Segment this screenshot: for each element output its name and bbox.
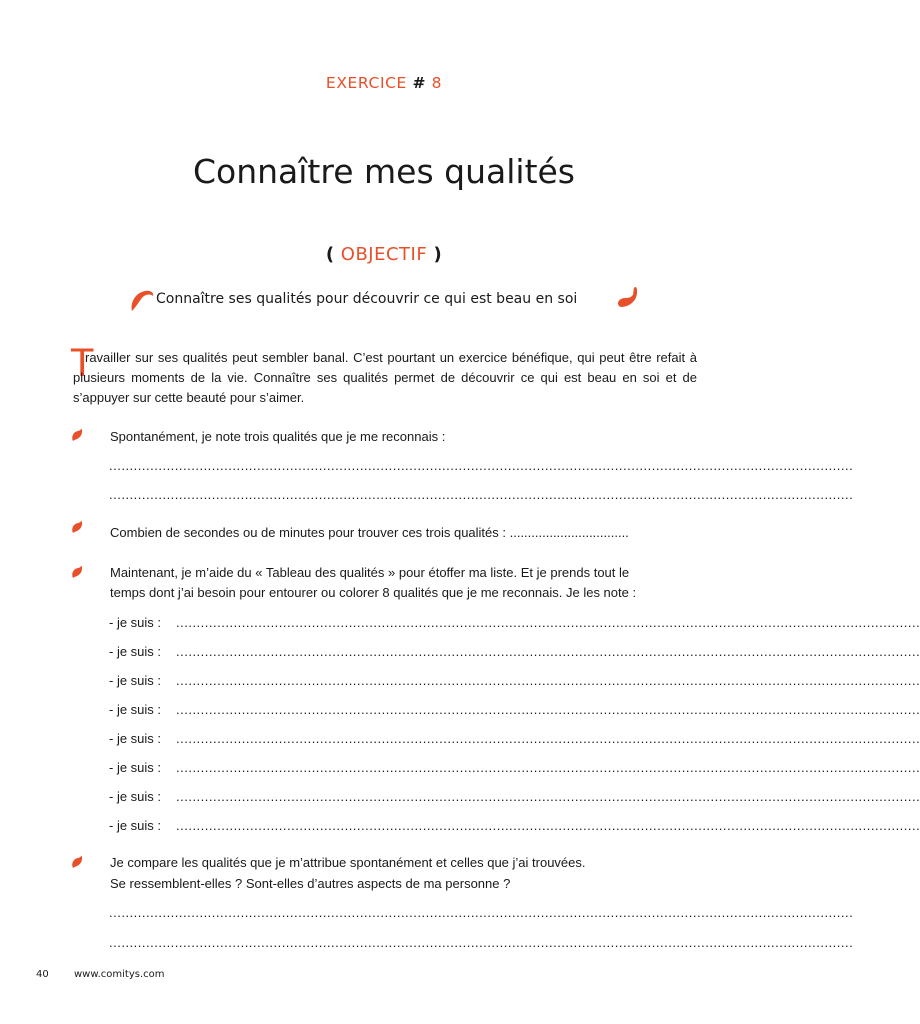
- quality-entry[interactable]: [109, 644, 920, 659]
- quality-line[interactable]: .....................................................................................................................................................................................: [176, 673, 920, 688]
- exercise-word: EXERCICE: [325, 74, 407, 92]
- compare-prompt-line2: Se ressemblent-elles ? Sont-elles d’autres aspects de ma personne ?: [110, 876, 511, 891]
- quality-label: - je suis :: [109, 644, 162, 659]
- dropcap-letter: T: [70, 341, 95, 385]
- compare-prompt-line1: Je compare les qualités que je m’attribue spontanément et celles que j’ai trouvées.: [110, 855, 586, 870]
- intro-paragraph: [73, 348, 697, 408]
- table-prompt-line1: Maintenant, je m’aide du « Tableau des qualités » pour étoffer ma liste. Et je prends tout le: [110, 565, 630, 580]
- objective-close-paren: ): [433, 244, 443, 265]
- quality-entry[interactable]: [109, 789, 920, 804]
- quality-entry[interactable]: [109, 818, 920, 833]
- orange-leaf-bullet-icon: [71, 855, 83, 869]
- page-number: 40: [36, 969, 49, 980]
- answer-line[interactable]: .....................................................................................................................................................................................: [109, 458, 854, 473]
- exercise-hash: #: [412, 74, 427, 92]
- objective-statement: [0, 288, 768, 312]
- timing-prompt[interactable]: Combien de secondes ou de minutes pour trouver ces trois qualités : .................................: [110, 525, 629, 540]
- orange-leaf-bullet-icon: [71, 520, 83, 534]
- quality-label: - je suis :: [109, 789, 162, 804]
- quality-entry[interactable]: [109, 760, 920, 775]
- objective-text: Connaître ses qualités pour découvrir ce qui est beau en soi: [156, 291, 578, 307]
- quality-entry[interactable]: [109, 731, 920, 746]
- quality-line[interactable]: .....................................................................................................................................................................................: [176, 644, 920, 659]
- table-prompt-line2: temps dont j’ai besoin pour entourer ou colorer 8 qualités que je me reconnais. Je les note :: [110, 585, 637, 600]
- spontaneous-prompt: Spontanément, je note trois qualités que je me reconnais :: [110, 429, 446, 444]
- website-link[interactable]: www.comitys.com: [74, 969, 165, 980]
- quality-label: - je suis :: [109, 615, 162, 630]
- quality-label: - je suis :: [109, 731, 162, 746]
- orange-leaf-icon: [129, 289, 155, 313]
- quality-line[interactable]: .....................................................................................................................................................................................: [176, 702, 920, 717]
- intro-text: ravailler sur ses qualités peut sembler banal. C’est pourtant un exercice bénéfique, qui peut être refait à plusieurs moments de la vie. Connaître ses qualités permet de découvrir ce qui est beau en soi et de s’appuyer sur cette beauté pour s’aimer.: [73, 350, 697, 405]
- quality-line[interactable]: .....................................................................................................................................................................................: [176, 615, 920, 630]
- quality-label: - je suis :: [109, 818, 162, 833]
- quality-line[interactable]: .....................................................................................................................................................................................: [176, 731, 920, 746]
- answer-line[interactable]: .....................................................................................................................................................................................: [109, 905, 854, 920]
- orange-leaf-icon: [615, 285, 641, 309]
- objective-open-paren: (: [325, 244, 335, 265]
- exercise-number: 8: [431, 74, 443, 92]
- objective-heading: [0, 244, 768, 265]
- quality-label: - je suis :: [109, 702, 162, 717]
- orange-leaf-bullet-icon: [71, 565, 83, 579]
- answer-line[interactable]: .....................................................................................................................................................................................: [109, 935, 854, 950]
- quality-line[interactable]: .....................................................................................................................................................................................: [176, 760, 920, 775]
- quality-line[interactable]: .....................................................................................................................................................................................: [176, 789, 920, 804]
- quality-entry[interactable]: [109, 615, 920, 630]
- objective-label: OBJECTIF: [340, 244, 428, 265]
- quality-label: - je suis :: [109, 760, 162, 775]
- exercise-label: [0, 74, 768, 92]
- orange-leaf-bullet-icon: [71, 428, 83, 442]
- page-title: Connaître mes qualités: [192, 152, 575, 191]
- quality-line[interactable]: .....................................................................................................................................................................................: [176, 818, 920, 833]
- quality-entry[interactable]: [109, 673, 920, 688]
- answer-line[interactable]: .....................................................................................................................................................................................: [109, 487, 854, 502]
- quality-entry[interactable]: [109, 702, 920, 717]
- quality-label: - je suis :: [109, 673, 162, 688]
